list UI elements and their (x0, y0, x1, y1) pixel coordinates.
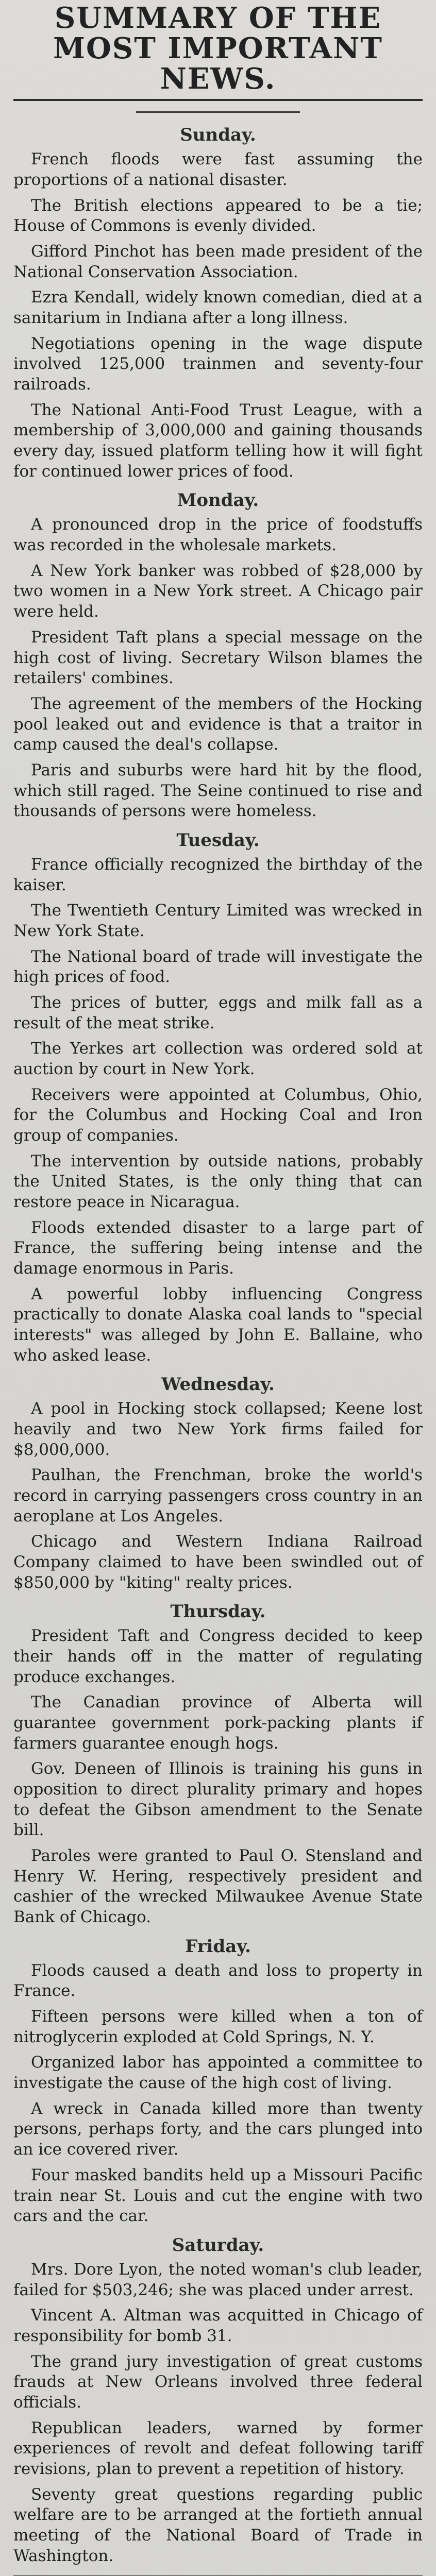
news-item: The prices of butter, eggs and milk fall as a result of the meat strike. (13, 993, 423, 1032)
news-item: The Canadian province of Alberta will guarantee government pork-packing plants if farmers guarantee enough hogs. (13, 1693, 423, 1753)
day-heading-saturday: Saturday. (172, 2234, 264, 2256)
day-heading-wednesday: Wednesday. (161, 1374, 275, 1395)
news-item: Seventy great questions regarding public welfare are to be arranged at the fortieth annual meeting of the National Board of Trade in Washington. (13, 2485, 423, 2565)
header-line-2: MOST IMPORTANT NEWS. (53, 31, 383, 96)
news-item: Gov. Deneen of Illinois is training his guns in opposition to direct plurality primary and hopes to defeat the Gibson amendment to the Senate bill. (13, 1759, 423, 1840)
day-heading-tuesday: Tuesday. (176, 829, 260, 851)
news-item: France officially recognized the birthday of the kaiser. (13, 855, 423, 894)
news-item: A powerful lobby influencing Congress practically to donate Alaska coal lands to "special interests" was alleged by John E. Ballaine, who who asked lease. (13, 1284, 423, 1365)
header-line-1: SUMMARY OF THE (54, 1, 382, 35)
news-item: French floods were fast assuming the proportions of a national disaster. (13, 150, 423, 190)
news-item: The National board of trade will investigate the high prices of food. (13, 947, 423, 987)
news-item: Mrs. Dore Lyon, the noted woman's club leader, failed for $503,246; she was placed under arrest. (13, 2260, 423, 2299)
news-item: The Yerkes art collection was ordered sold at auction by court in New York. (13, 1039, 423, 1078)
news-item: The National Anti-Food Trust League, with a membership of 3,000,000 and gaining thousands every day, issued platform telling how it will fight for continued lower prices of food. (13, 400, 423, 481)
day-heading-thursday: Thursday. (170, 1601, 266, 1622)
news-item: Floods extended disaster to a large part of France, the suffering being intense and the damage enormous in Paris. (13, 1218, 423, 1278)
news-item: Negotiations opening in the wage dispute involved 125,000 trainmen and seventy-four railroads. (13, 334, 423, 394)
news-item: The intervention by outside nations, probably the United States, is the only thing that can restore peace in Nicaragua. (13, 1151, 423, 1211)
news-item: Chicago and Western Indiana Railroad Company claimed to have been swindled out of $850,000 by "kiting" realty prices. (13, 1532, 423, 1592)
news-item: Fifteen persons were killed when a ton of nitroglycerin exploded at Cold Springs, N. Y. (13, 2007, 423, 2046)
news-item: Gifford Pinchot has been made president of the National Conservation Association. (13, 242, 423, 281)
news-item: A wreck in Canada killed more than twenty persons, perhaps forty, and the cars plunged into an ice covered river. (13, 2099, 423, 2159)
ornamental-rule (13, 107, 423, 116)
news-item: Paris and suburbs were hard hit by the flood, which still raged. The Seine continued to rise and thousands of persons were homeless. (13, 760, 423, 821)
day-heading-monday: Monday. (177, 490, 259, 511)
news-item: A pool in Hocking stock collapsed; Keene lost heavily and two New York firms failed for $8,000,000. (13, 1399, 423, 1459)
day-heading-sunday: Sunday. (180, 125, 256, 146)
news-item: President Taft and Congress decided to keep their hands off in the matter of regulating produce exchanges. (13, 1626, 423, 1686)
day-heading-friday: Friday. (185, 1936, 251, 1957)
news-item: Ezra Kendall, widely known comedian, died at a sanitarium in Indiana after a long illness. (13, 288, 423, 328)
news-item: President Taft plans a special message on the high cost of living. Secretary Wilson blames the retailers' combines. (13, 628, 423, 688)
news-item: The agreement of the members of the Hocking pool leaked out and evidence is that a traitor in camp caused the deal's collapse. (13, 694, 423, 754)
news-item: Organized labor has appointed a committee to investigate the cause of the high cost of living. (13, 2053, 423, 2093)
news-item: Receivers were appointed at Columbus, Ohio, for the Columbus and Hocking Coal and Iron group of companies. (13, 1085, 423, 1145)
news-item: The British elections appeared to be a tie; House of Commons is evenly divided. (13, 196, 423, 235)
summary-header (13, 0, 423, 101)
news-item: The grand jury investigation of great customs frauds at New Orleans involved three federal officials. (13, 2352, 423, 2412)
news-item: A pronounced drop in the price of foodstuffs was recorded in the wholesale markets. (13, 515, 423, 555)
news-item: Republican leaders, warned by former experiences of revolt and defeat following tariff revisions, plan to prevent a repetition of history. (13, 2418, 423, 2478)
news-item: Paulhan, the Frenchman, broke the world's record in carrying passengers cross country in an aeroplane at Los Angeles. (13, 1466, 423, 1526)
news-item: Floods caused a death and loss to property in France. (13, 1961, 423, 2001)
news-item: The Twentieth Century Limited was wrecked in New York State. (13, 901, 423, 940)
news-item: Four masked bandits held up a Missouri Pacific train near St. Louis and cut the engine with two cars and the car. (13, 2165, 423, 2226)
news-item: Vincent A. Altman was acquitted in Chicago of responsibility for bomb 31. (13, 2306, 423, 2345)
news-item: Paroles were granted to Paul O. Stensland and Henry W. Hering, respectively president and cashier of the wrecked Milwaukee Avenue State Bank of Chicago. (13, 1846, 423, 1927)
news-item: A New York banker was robbed of $28,000 by two women in a New York street. A Chicago pair were held. (13, 561, 423, 621)
